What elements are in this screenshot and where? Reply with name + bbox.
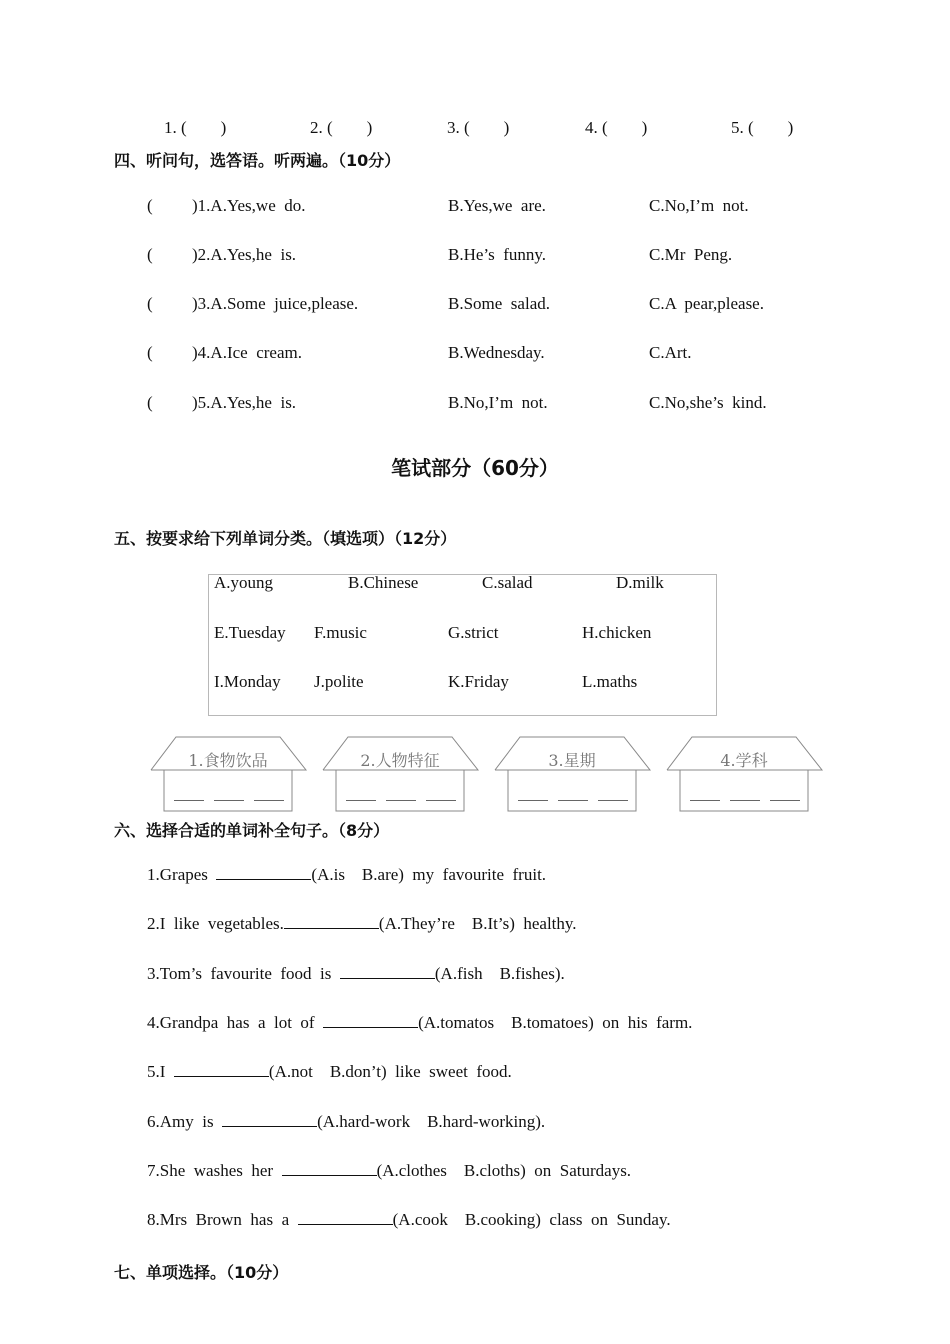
s6-q5-after: (A.not B.don’t) like sweet food. [268, 1062, 512, 1081]
fill-blank[interactable] [174, 1062, 269, 1077]
s6-q2 [147, 914, 577, 934]
house-outline-icon [150, 735, 310, 813]
s6-q1-after: (A.is B.are) my favourite fruit. [311, 865, 547, 884]
fill-blank[interactable] [323, 1013, 418, 1028]
s6-q7-before: 7.She washes her [147, 1161, 282, 1180]
word-j: J.polite [314, 672, 364, 691]
answer-blank[interactable] [730, 800, 760, 801]
house-outline-icon [322, 735, 482, 813]
category-house-food [150, 735, 310, 813]
section7-heading: 七、单项选择。（10分） [114, 1263, 289, 1282]
word-h: H.chicken [582, 623, 652, 642]
s6-q7-after: (A.clothes B.cloths) on Saturdays. [376, 1161, 632, 1180]
house-label-food: 1.食物饮品 [188, 751, 268, 770]
s6-q3-before: 3.Tom’s favourite food is [147, 964, 340, 983]
fill-blank[interactable] [282, 1161, 377, 1176]
fill-blank[interactable] [284, 914, 379, 929]
category-house-traits [322, 735, 482, 813]
s4-q3-option-a: )3.A.Some juice,please. [192, 294, 359, 313]
s4-q3-option-c: C.A pear,please. [649, 294, 764, 313]
s4-q2-paren[interactable]: ( [147, 245, 153, 264]
written-part-title: 笔试部分（60分） [391, 456, 559, 480]
answer-blank[interactable] [598, 800, 628, 801]
answer-slot-2[interactable]: 2. ( ) [310, 118, 373, 137]
answer-blank[interactable] [254, 800, 284, 801]
s4-q1-option-c: C.No,I’m not. [649, 196, 749, 215]
fill-blank[interactable] [216, 865, 311, 880]
word-g: G.strict [448, 623, 499, 642]
s6-q8 [147, 1210, 671, 1230]
s4-q3-option-b: B.Some salad. [448, 294, 550, 313]
s6-q4 [147, 1013, 692, 1033]
s6-q6-before: 6.Amy is [147, 1112, 223, 1131]
s6-q2-after: (A.They’re B.It’s) healthy. [378, 914, 577, 933]
s6-q7 [147, 1161, 631, 1181]
fill-blank[interactable] [298, 1210, 393, 1225]
word-i: I.Monday [214, 672, 281, 691]
house-outline-icon [666, 735, 826, 813]
answer-blank[interactable] [174, 800, 204, 801]
word-l: L.maths [582, 672, 638, 691]
s4-q4-option-b: B.Wednesday. [448, 343, 545, 362]
s6-q5 [147, 1062, 512, 1082]
s6-q8-before: 8.Mrs Brown has a [147, 1210, 298, 1229]
answer-blank[interactable] [558, 800, 588, 801]
answer-blank[interactable] [386, 800, 416, 801]
s6-q3 [147, 964, 565, 984]
answer-slot-1[interactable]: 1. ( ) [164, 118, 227, 137]
s4-q4-paren[interactable]: ( [147, 343, 153, 362]
answer-blank[interactable] [518, 800, 548, 801]
word-f: F.music [314, 623, 367, 642]
word-b: B.Chinese [348, 573, 419, 592]
answer-blank[interactable] [214, 800, 244, 801]
s4-q2-option-b: B.He’s funny. [448, 245, 547, 264]
s6-q5-before: 5.I [147, 1062, 174, 1081]
answer-blank[interactable] [426, 800, 456, 801]
section6-heading: 六、选择合适的单词补全句子。（8分） [114, 821, 390, 840]
s6-q4-before: 4.Grandpa has a lot of [147, 1013, 324, 1032]
house-outline-icon [494, 735, 654, 813]
s6-q1-before: 1.Grapes [147, 865, 217, 884]
s6-q1 [147, 865, 546, 885]
answer-slot-4[interactable]: 4. ( ) [585, 118, 648, 137]
s4-q1-option-b: B.Yes,we are. [448, 196, 546, 215]
word-c: C.salad [482, 573, 533, 592]
s4-q5-option-c: C.No,she’s kind. [649, 393, 767, 412]
house-label-traits: 2.人物特征 [360, 751, 440, 770]
category-house-subjects [666, 735, 826, 813]
word-d: D.milk [616, 573, 664, 592]
s6-q6 [147, 1112, 545, 1132]
word-e: E.Tuesday [214, 623, 286, 642]
s4-q4-option-a: )4.A.Ice cream. [192, 343, 302, 362]
s4-q1-paren[interactable]: ( [147, 196, 153, 215]
s4-q2-option-a: )2.A.Yes,he is. [192, 245, 297, 264]
s4-q2-option-c: C.Mr Peng. [649, 245, 733, 264]
answer-slot-5[interactable]: 5. ( ) [731, 118, 794, 137]
s4-q5-option-b: B.No,I’m not. [448, 393, 548, 412]
s6-q6-after: (A.hard-work B.hard-working). [317, 1112, 546, 1131]
house-label-subjects: 4.学科 [720, 751, 768, 770]
s4-q5-option-a: )5.A.Yes,he is. [192, 393, 297, 412]
answer-blank[interactable] [346, 800, 376, 801]
s4-q5-paren[interactable]: ( [147, 393, 153, 412]
answer-blank[interactable] [690, 800, 720, 801]
section5-heading: 五、按要求给下列单词分类。（填选项）（12分） [114, 529, 457, 548]
word-k: K.Friday [448, 672, 509, 691]
fill-blank[interactable] [222, 1112, 317, 1127]
category-house-weekdays [494, 735, 654, 813]
house-label-weekdays: 3.星期 [548, 751, 596, 770]
word-bank-box [208, 574, 717, 716]
s4-q4-option-c: C.Art. [649, 343, 692, 362]
word-a: A.young [214, 573, 274, 592]
s6-q3-after: (A.fish B.fishes). [434, 964, 565, 983]
answer-slot-3[interactable]: 3. ( ) [447, 118, 510, 137]
section4-heading: 四、听问句，选答语。听两遍。（10分） [114, 151, 401, 170]
s4-q1-option-a: )1.A.Yes,we do. [192, 196, 306, 215]
answer-blank[interactable] [770, 800, 800, 801]
s6-q8-after: (A.cook B.cooking) class on Sunday. [392, 1210, 671, 1229]
s4-q3-paren[interactable]: ( [147, 294, 153, 313]
s6-q2-before: 2.I like vegetables. [147, 914, 284, 933]
fill-blank[interactable] [340, 964, 435, 979]
s6-q4-after: (A.tomatos B.tomatoes) on his farm. [418, 1013, 693, 1032]
